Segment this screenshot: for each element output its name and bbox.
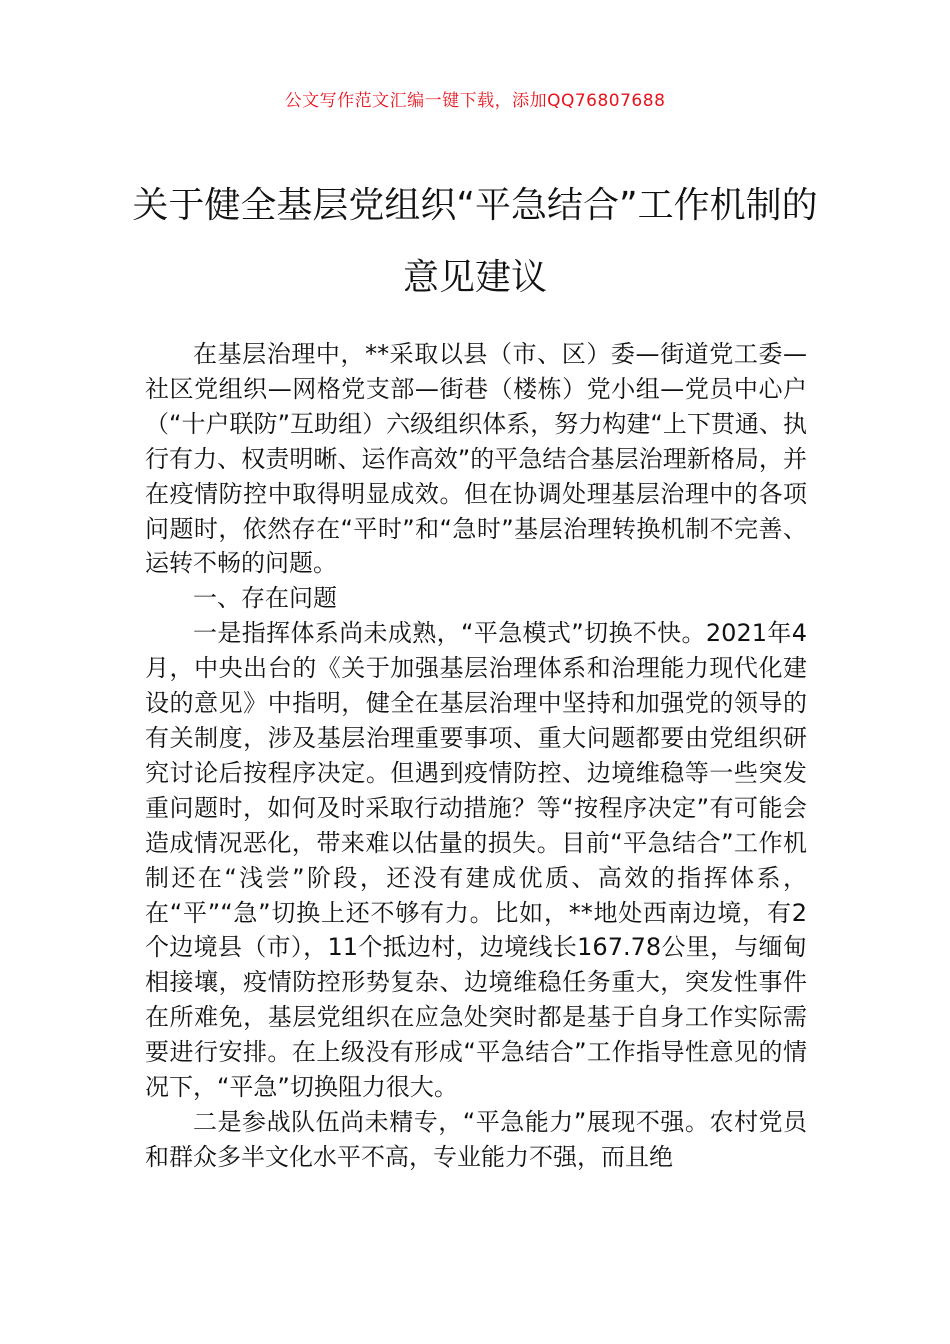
section-heading: 一、存在问题 [193, 584, 337, 613]
document-title: 关于健全基层党组织“平急结合”工作机制的意见建议 [132, 185, 818, 298]
header-note: 公文写作范文汇编一键下载，添加QQ76807688 [284, 91, 666, 111]
paragraph-intro: 在基层治理中，**采取以县（市、区）委—街道党工委—社区党组织—网格党支部—街巷（楼栋）党小组—党员中心户（“十户联防”互助组）六级组织体系，努力构建“上下贯通、执行有力、权责明晰、运作高效”的平急结合基层治理新格局，并在疫情防控中取得明显成效。但在协调处理基层治理中的各项问题时，依然存在“平时”和“急时”基层治理转换机制不完善、运转不畅的问题。 [145, 340, 807, 578]
document-body [145, 337, 807, 1175]
paragraph-point-1: 一是指挥体系尚未成熟，“平急模式”切换不快。2021年4月，中央出台的《关于加强基层治理体系和治理能力现代化建设的意见》中指明，健全在基层治理中坚持和加强党的领导的有关制度，涉及基层治理重要事项、重大问题都要由党组织研究讨论后按程序决定。但遇到疫情防控、边境维稳等一些突发重问题时，如何及时采取行动措施？等“按程序决定”有可能会造成情况恶化，带来难以估量的损失。目前“平急结合”工作机制还在“浅尝”阶段，还没有建成优质、高效的指挥体系，在“平”“急”切换上还不够有力。比如，**地处西南边境，有2个边境县（市），11个抵边村，边境线长167.78公里，与缅甸相接壤，疫情防控形势复杂、边境维稳任务重大，突发性事件在所难免，基层党组织在应急处突时都是基于自身工作实际需要进行安排。在上级没有形成“平急结合”工作指导性意见的情况下，“平急”切换阻力很大。 [145, 619, 807, 1102]
paragraph-point-2: 二是参战队伍尚未精专，“平急能力”展现不强。农村党员和群众多半文化水平不高，专业能力不强，而且绝 [145, 1107, 807, 1171]
